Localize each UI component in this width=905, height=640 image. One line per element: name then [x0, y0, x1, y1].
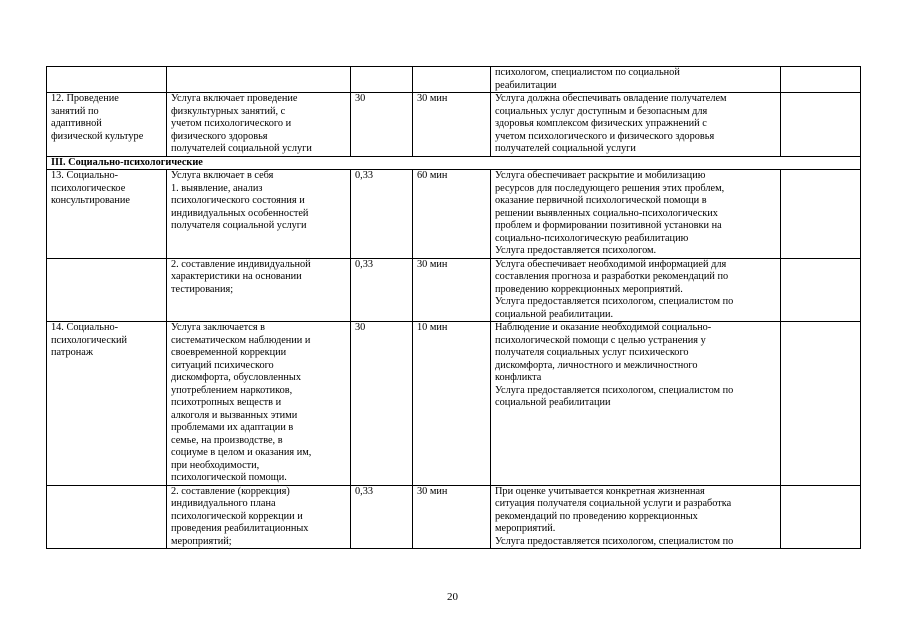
cell-line: 2. составление (коррекция)	[171, 485, 290, 497]
cell-line: оказание первичной психологической помощи в	[495, 195, 707, 206]
cell-line: Услуга предоставляется психологом.	[495, 245, 657, 256]
desc-cell	[167, 258, 351, 322]
table-row	[47, 67, 861, 93]
page-number: 20	[447, 591, 458, 603]
cell-line: психологом, специалистом по социальной	[495, 67, 680, 78]
coef-cell: 30	[351, 93, 413, 157]
cell-line: 13. Социально-	[51, 170, 119, 181]
req-cell	[491, 93, 781, 157]
table-row	[47, 258, 861, 322]
extra-cell	[781, 93, 861, 157]
coef-cell: 0,33	[351, 170, 413, 259]
cell-line: учетом психологического и физического здоровья	[495, 130, 715, 142]
req-cell	[491, 67, 781, 93]
coef-cell: 0,33	[351, 485, 413, 549]
time-cell: 30 мин	[413, 485, 491, 549]
time-cell: 30 мин	[413, 93, 491, 157]
desc-cell	[167, 170, 351, 259]
cell-line: решении выявленных социально-психологических	[495, 207, 718, 219]
cell-line: психологическое	[51, 182, 126, 194]
cell-line: Наблюдение и оказание необходимой социально-	[495, 322, 712, 333]
table-row	[47, 485, 861, 549]
time-cell: 30 мин	[413, 258, 491, 322]
cell-line: физической культуре	[51, 130, 144, 142]
cell-line: конфликта	[495, 372, 542, 383]
cell-line: социальной реабилитации.	[495, 308, 614, 320]
cell-line: Услуга должна обеспечивать овладение получателем	[495, 93, 727, 104]
cell-line: При оценке учитывается конкретная жизненная	[495, 485, 705, 497]
coef-cell: 0,33	[351, 258, 413, 322]
table-row	[47, 93, 861, 157]
cell-line: реабилитации	[495, 79, 557, 91]
cell-line: дискомфорта, обусловленных	[171, 372, 301, 383]
cell-line: психологический	[51, 334, 127, 346]
cell-line: ситуаций психического	[171, 359, 274, 371]
cell-line: систематическом наблюдении и	[171, 334, 311, 346]
cell-line: Услуга предоставляется психологом, специалистом по	[495, 535, 734, 547]
cell-line: психотропных веществ и	[171, 397, 282, 408]
cell-line: проведению коррекционных мероприятий.	[495, 283, 683, 295]
extra-cell	[781, 170, 861, 259]
cell-line: тестирования;	[171, 283, 234, 295]
cell-line: проблем и формировании позитивной установки на	[495, 220, 722, 231]
cell-line: ситуация получателя социальной услуги и разработка	[495, 498, 732, 509]
name-cell	[47, 170, 167, 259]
desc-cell	[167, 485, 351, 549]
extra-cell	[781, 67, 861, 93]
req-cell	[491, 258, 781, 322]
cell-line: получателя социальной услуги	[171, 220, 307, 231]
cell-line: при необходимости,	[171, 459, 260, 471]
cell-line: употреблением наркотиков,	[171, 384, 293, 396]
table-row	[47, 170, 861, 259]
cell-line: занятий по	[51, 105, 99, 117]
desc-cell	[167, 322, 351, 486]
req-cell	[491, 485, 781, 549]
cell-line: дискомфорта, личностного и межличностного	[495, 359, 698, 371]
cell-line: социальной реабилитации	[495, 397, 611, 408]
cell-line: 14. Социально-	[51, 322, 119, 333]
cell-line: своевременной коррекции	[171, 347, 287, 358]
name-cell	[47, 258, 167, 322]
cell-line: Услуга обеспечивает раскрытие и мобилизацию	[495, 170, 706, 181]
cell-line: индивидуального плана	[171, 498, 276, 509]
cell-line: социально-психологическую реабилитацию	[495, 232, 689, 244]
cell-line: Услуга включает в себя	[171, 170, 274, 181]
extra-cell	[781, 322, 861, 486]
req-cell	[491, 322, 781, 486]
cell-line: учетом психологического и	[171, 118, 292, 129]
cell-line: психологического состояния и	[171, 195, 305, 206]
section-row	[47, 156, 861, 170]
cell-line: здоровья комплексом физических упражнений с	[495, 118, 707, 129]
cell-line: физкультурных занятий, с	[171, 105, 286, 117]
name-cell	[47, 485, 167, 549]
services-table	[46, 66, 861, 549]
cell-line: Услуга включает проведение	[171, 93, 298, 104]
cell-line: Услуга обеспечивает необходимой информацией для	[495, 258, 727, 270]
desc-cell	[167, 67, 351, 93]
extra-cell	[781, 485, 861, 549]
cell-line: алкоголя и вызванных этими	[171, 409, 298, 421]
cell-line: рекомендаций по проведению коррекционных	[495, 510, 698, 522]
cell-line: 2. составление индивидуальной	[171, 258, 311, 270]
name-cell	[47, 322, 167, 486]
table-row	[47, 322, 861, 486]
cell-line: патронаж	[51, 347, 93, 358]
cell-line: характеристики на основании	[171, 271, 302, 282]
cell-line: социальных услуг доступным и безопасным для	[495, 105, 708, 117]
time-cell: 10 мин	[413, 322, 491, 486]
extra-cell	[781, 258, 861, 322]
time-cell: 60 мин	[413, 170, 491, 259]
cell-line: проведения реабилитационных	[171, 523, 309, 534]
name-cell	[47, 67, 167, 93]
coef-cell	[351, 67, 413, 93]
cell-line: Услуга предоставляется психологом, специалистом по	[495, 296, 734, 307]
cell-line: консультирование	[51, 195, 130, 206]
cell-line: психологической помощи с целью устранения у	[495, 334, 706, 346]
cell-line: получателей социальной услуги	[495, 143, 636, 154]
cell-line: адаптивной	[51, 118, 102, 129]
cell-line: физического здоровья	[171, 130, 268, 142]
cell-line: семье, на производстве, в	[171, 434, 283, 446]
cell-line: психологической коррекции и	[171, 510, 303, 522]
req-cell	[491, 170, 781, 259]
section-heading: III. Социально-психологические	[47, 156, 861, 170]
name-cell	[47, 93, 167, 157]
cell-line: 12. Проведение	[51, 93, 119, 104]
cell-line: проблемами их адаптации в	[171, 422, 294, 433]
cell-line: ресурсов для последующего решения этих проблем,	[495, 182, 725, 194]
cell-line: Услуга предоставляется психологом, специалистом по	[495, 384, 734, 396]
coef-cell: 30	[351, 322, 413, 486]
cell-line: Услуга заключается в	[171, 322, 266, 333]
cell-line: мероприятий.	[495, 523, 556, 534]
cell-line: социуме в целом и оказания им,	[171, 447, 312, 458]
cell-line: мероприятий;	[171, 535, 232, 547]
cell-line: получателя социальных услуг психического	[495, 347, 689, 358]
cell-line: индивидуальных особенностей	[171, 207, 309, 219]
cell-line: получателей социальной услуги	[171, 143, 312, 154]
cell-line: составления прогноза и разработки рекомендаций по	[495, 271, 729, 282]
cell-line: психологической помощи.	[171, 472, 287, 483]
desc-cell	[167, 93, 351, 157]
time-cell	[413, 67, 491, 93]
cell-line: 1. выявление, анализ	[171, 182, 263, 194]
